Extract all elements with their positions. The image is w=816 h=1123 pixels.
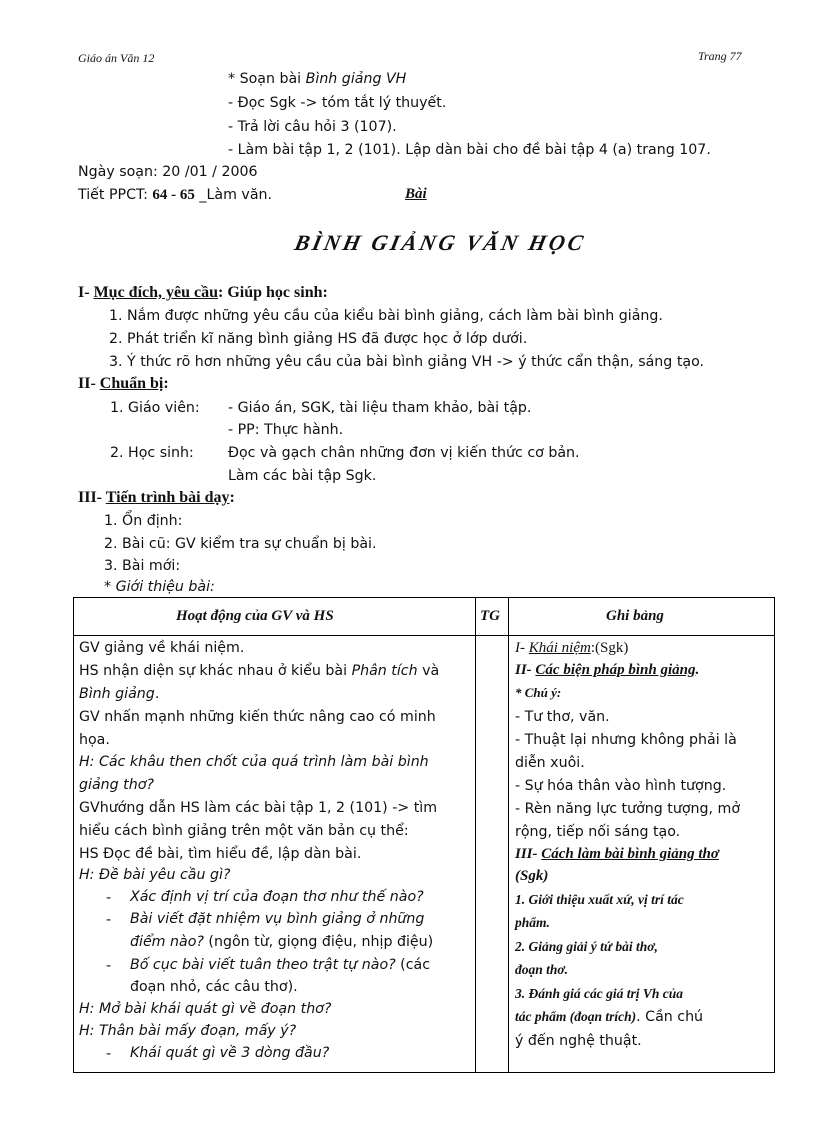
activity-question: H: Các khâu then chốt của quá trình làm bài bình — [79, 754, 429, 770]
note-step: tác phẩm (đoạn trích). Cần chú — [515, 1009, 704, 1025]
note-line: - Tư thơ, văn. — [515, 709, 610, 725]
activity-question: H: Mở bài khái quát gì về đoạn thơ? — [79, 1001, 332, 1017]
note-step: đoạn thơ. — [515, 962, 569, 977]
note-step: 3. Đánh giá các giá trị Vh của — [515, 986, 684, 1001]
note-line: ý đến nghệ thuật. — [515, 1033, 642, 1049]
section-1-heading: I- Mục đích, yêu cầu: Giúp học sinh: — [78, 284, 328, 301]
table-header-notes: Ghi bảng — [606, 608, 664, 624]
activity-line: điểm nào? (ngôn từ, giọng điệu, nhịp điệu) — [130, 934, 434, 950]
note-line: rộng, tiếp nối sáng tạo. — [515, 824, 681, 840]
student-line: Làm các bài tập Sgk. — [228, 468, 377, 484]
note-step: phẩm. — [515, 915, 550, 930]
column-divider — [475, 598, 476, 1072]
column-divider — [508, 598, 509, 1072]
bullet-dash: - — [106, 890, 112, 906]
lesson-period: Tiết PPCT: 64 - 65 _Làm văn. — [78, 187, 273, 203]
bullet-dash: - — [106, 1046, 112, 1062]
student-line: Đọc và gạch chân những đơn vị kiến thức cơ bản. — [228, 445, 580, 461]
note-attention: * Chú ý: — [515, 685, 562, 700]
section-3-item: 1. Ổn định: — [104, 513, 183, 529]
bullet-dash: - — [106, 958, 112, 974]
teacher-line: - Giáo án, SGK, tài liệu tham khảo, bài tập. — [228, 400, 532, 416]
section-3-item: 2. Bài cũ: GV kiểm tra sự chuẩn bị bài. — [104, 536, 377, 552]
lesson-label: Bài — [405, 186, 427, 202]
section-2-heading: II- Chuẩn bị: — [78, 375, 169, 392]
note-heading-2: II- Các biện pháp bình giảng. — [515, 662, 700, 678]
header-left: Giáo án Văn 12 — [78, 51, 155, 65]
bullet-dash: - — [106, 912, 112, 928]
prep-date: Ngày soạn: 20 /01 / 2006 — [78, 164, 258, 180]
section-3-item: 3. Bài mới: — [104, 558, 181, 574]
activity-question: H: Đề bài yêu cầu gì? — [79, 867, 231, 883]
activity-question: Khái quát gì về 3 dòng đầu? — [130, 1045, 330, 1061]
teacher-label: 1. Giáo viên: — [110, 400, 200, 416]
activity-question: Bài viết đặt nhiệm vụ bình giảng ở những — [130, 911, 425, 927]
note-line: - Thuật lại nhưng không phải là — [515, 732, 737, 748]
header-page-number: Trang 77 — [698, 49, 742, 63]
note-line: diễn xuôi. — [515, 755, 585, 771]
activity-line: đoạn nhỏ, các câu thơ). — [130, 979, 298, 995]
activity-question: giảng thơ? — [79, 777, 154, 793]
note-line: (Sgk) — [515, 868, 549, 884]
section-1-item: 3. Ý thức rõ hơn những yêu cầu của bài bình giảng VH -> ý thức cẩn thận, sáng tạo. — [109, 354, 705, 370]
activity-line: HS nhận diện sự khác nhau ở kiểu bài Phân tích và — [79, 663, 440, 679]
intro-label: * Giới thiệu bài: — [104, 579, 215, 595]
note-heading-3: III- Cách làm bài bình giảng thơ — [515, 846, 719, 862]
note-line: - Sự hóa thân vào hình tượng. — [515, 778, 727, 794]
activity-line: Bố cục bài viết tuân theo trật tự nào? (các — [130, 957, 431, 973]
section-1-item: 1. Nắm được những yêu cầu của kiểu bài bình giảng, cách làm bài bình giảng. — [109, 308, 663, 324]
header-divider — [74, 635, 774, 636]
student-label: 2. Học sinh: — [110, 445, 194, 461]
activity-question: Xác định vị trí của đoạn thơ như thế nào? — [130, 889, 424, 905]
page-title: BÌNH GIẢNG VĂN HỌC — [292, 230, 589, 255]
prep-line-3: - Trả lời câu hỏi 3 (107). — [228, 119, 397, 135]
prep-line-4: - Làm bài tập 1, 2 (101). Lập dàn bài cho đề bài tập 4 (a) trang 107. — [228, 142, 711, 158]
note-step: 1. Giới thiệu xuất xứ, vị trí tác — [515, 892, 684, 907]
activity-question: H: Thân bài mấy đoạn, mấy ý? — [79, 1023, 297, 1039]
section-3-heading: III- Tiến trình bài dạy: — [78, 489, 235, 506]
activity-line: Bình giảng. — [79, 686, 160, 702]
note-heading-1: I- Khái niệm:(Sgk) — [515, 640, 629, 656]
table-header-time: TG — [480, 608, 500, 624]
activity-line: hiểu cách bình giảng trên một văn bản cụ thể: — [79, 823, 409, 839]
section-1-item: 2. Phát triển kĩ năng bình giảng HS đã được học ở lớp dưới. — [109, 331, 528, 347]
prep-line-1: * Soạn bài Bình giảng VH — [228, 71, 407, 87]
activity-line: GV nhấn mạnh những kiến thức nâng cao có minh — [79, 709, 436, 725]
table-header-activity: Hoạt động của GV và HS — [176, 608, 334, 624]
note-line: - Rèn năng lực tưởng tượng, mở — [515, 801, 741, 817]
prep-line-2: - Đọc Sgk -> tóm tắt lý thuyết. — [228, 95, 447, 111]
lesson-table — [73, 597, 775, 1073]
activity-line: GV giảng về khái niệm. — [79, 640, 245, 656]
teacher-line: - PP: Thực hành. — [228, 422, 344, 438]
activity-line: họa. — [79, 732, 110, 748]
activity-line: GVhướng dẫn HS làm các bài tập 1, 2 (101) -> tìm — [79, 800, 438, 816]
activity-line: HS Đọc đề bài, tìm hiểu đề, lập dàn bài. — [79, 846, 362, 862]
note-step: 2. Giảng giải ý tứ bài thơ, — [515, 939, 658, 954]
